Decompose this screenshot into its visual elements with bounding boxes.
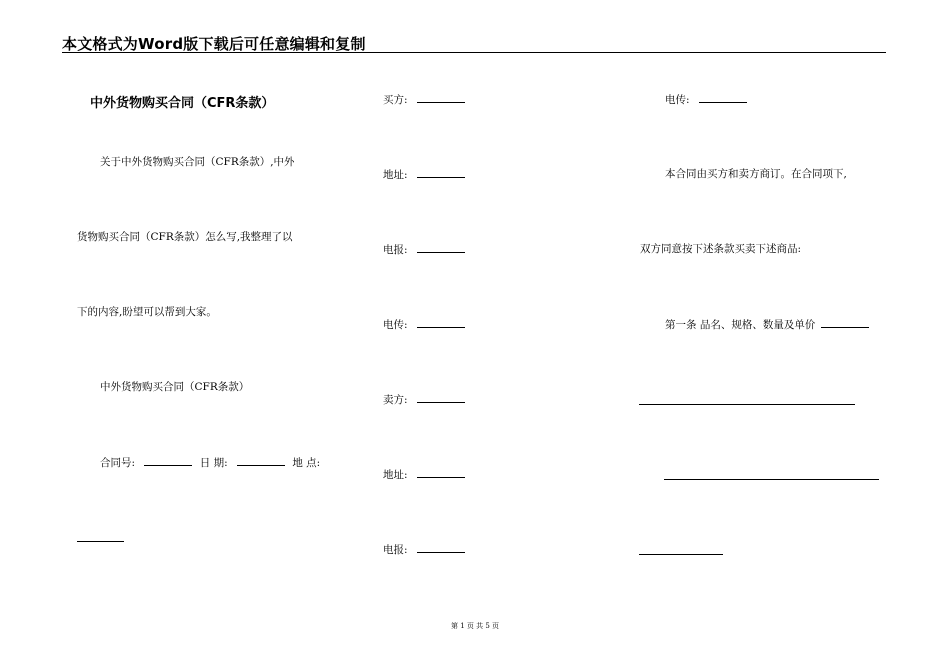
date-blank [237, 455, 285, 466]
field-label-buyer-address: 地址: [383, 169, 408, 181]
article-1-line [665, 317, 869, 332]
field-buyer-cable [383, 242, 465, 257]
field-seller-telex [665, 92, 747, 107]
field-seller-cable [383, 542, 465, 557]
article-1-fill-line-1 [639, 404, 855, 405]
place-label: 地 点: [292, 457, 321, 469]
intro-line-2: 货物购买合同（CFR条款）怎么写,我整理了以 [77, 231, 293, 243]
field-buyer [383, 92, 465, 107]
field-seller [383, 392, 465, 407]
field-buyer-address [383, 167, 465, 182]
field-blank-seller-telex [699, 92, 747, 103]
page-number: 第 1 页 共 5 页 [450, 622, 500, 630]
agreement-line-1: 本合同由买方和卖方商订。在合同项下, [665, 168, 847, 180]
field-label-buyer-telex: 电传: [383, 319, 408, 331]
header-divider [62, 52, 886, 53]
article-1-blank [821, 317, 869, 328]
field-blank-buyer-address [417, 167, 465, 178]
intro-line-1: 关于中外货物购买合同（CFR条款）,中外 [100, 156, 295, 168]
contract-no-label: 合同号: [100, 457, 136, 469]
page-header-title: 本文格式为Word版下载后可任意编辑和复制 [62, 35, 366, 53]
place-blank [77, 541, 124, 542]
field-blank-buyer-cable [417, 242, 465, 253]
field-blank-seller-address [417, 467, 465, 478]
field-label-seller: 卖方: [383, 394, 408, 406]
contract-meta-line [100, 455, 320, 470]
field-blank-buyer-telex [417, 317, 465, 328]
agreement-line-2: 双方同意按下述条款买卖下述商品: [640, 243, 802, 255]
field-blank-buyer [417, 92, 465, 103]
field-label-buyer: 买方: [383, 94, 408, 106]
field-blank-seller [417, 392, 465, 403]
field-seller-address [383, 467, 465, 482]
article-1-fill-line-2 [664, 479, 879, 480]
article-1-heading: 第一条 品名、规格、数量及单价 [665, 319, 816, 331]
contract-subtitle: 中外货物购买合同（CFR条款） [100, 381, 250, 393]
intro-line-3: 下的内容,盼望可以帮到大家。 [77, 306, 217, 318]
contract-no-blank [144, 455, 192, 466]
document-title: 中外货物购买合同（CFR条款） [90, 96, 275, 111]
field-buyer-telex [383, 317, 465, 332]
field-blank-seller-cable [417, 542, 465, 553]
date-label: 日 期: [199, 457, 228, 469]
field-label-seller-cable: 电报: [383, 544, 408, 556]
field-label-seller-telex: 电传: [665, 94, 690, 106]
article-1-fill-line-3 [639, 554, 723, 555]
field-label-buyer-cable: 电报: [383, 244, 408, 256]
field-label-seller-address: 地址: [383, 469, 408, 481]
